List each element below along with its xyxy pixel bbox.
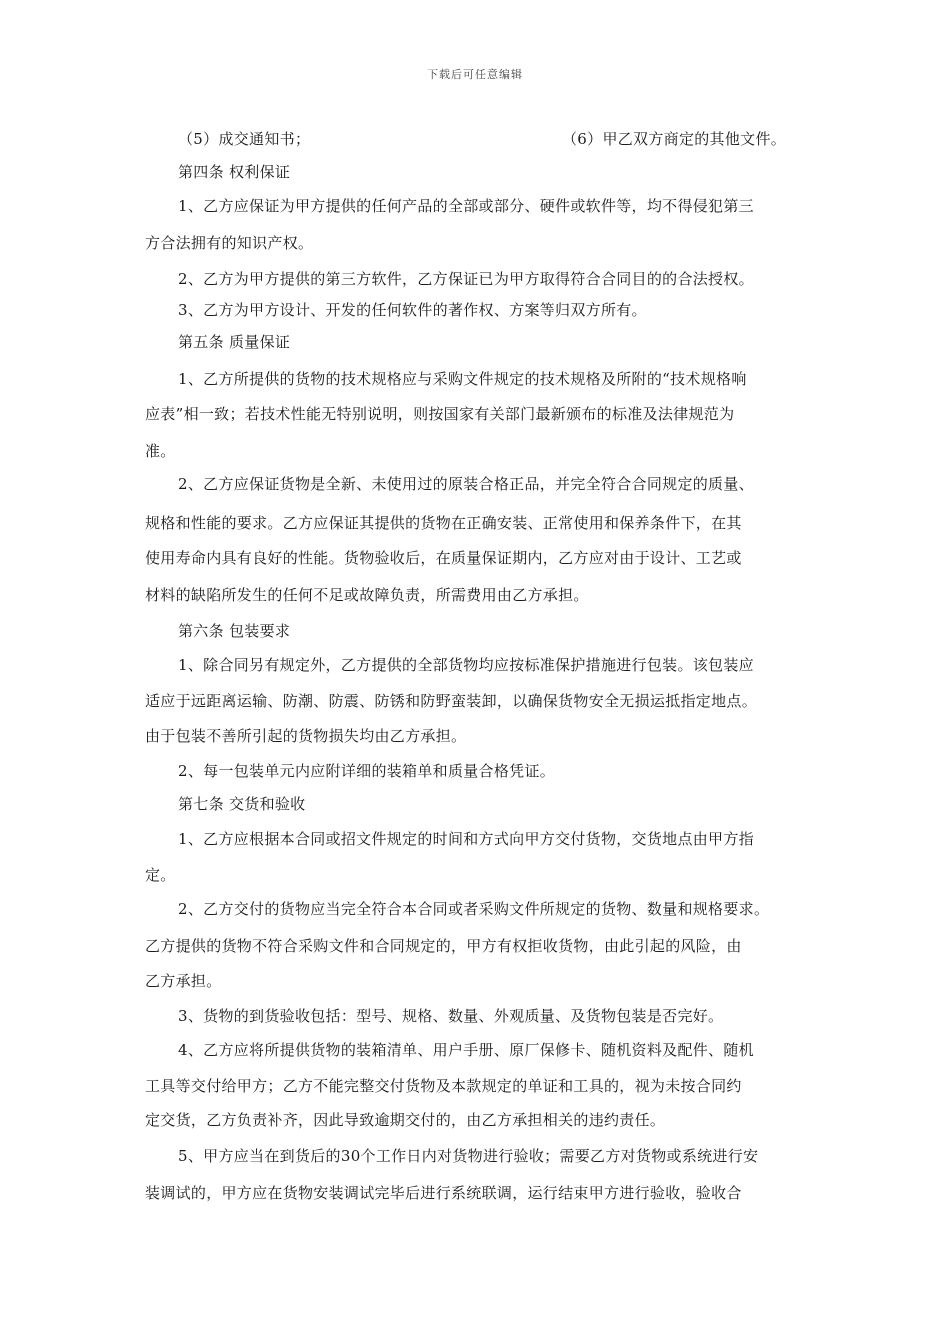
paragraph-line: 2、每一包装单元内应附详细的装箱单和质量合格凭证。 — [178, 762, 556, 780]
paragraph-line: 1、除合同另有规定外，乙方提供的全部货物均应按标准保护措施进行包装。该包装应 — [178, 656, 754, 674]
paragraph-line: 1、乙方应根据本合同或招文件规定的时间和方式向甲方交付货物，交货地点由甲方指 — [178, 830, 754, 848]
paragraph-line: 3、乙方为甲方设计、开发的任何软件的著作权、方案等归双方所有。 — [178, 301, 647, 319]
paragraph-line: 装调试的，甲方应在货物安装调试完毕后进行系统联调，运行结束甲方进行验收，验收合 — [145, 1184, 742, 1202]
paragraph-line: 5、甲方应当在到货后的30个工作日内对货物进行验收；需要乙方对货物或系统进行安 — [178, 1147, 759, 1165]
paragraph-line: 2、乙方交付的货物应当完全符合本合同或者采购文件所规定的货物、数量和规格要求。 — [178, 900, 770, 918]
section-heading: 第六条 包装要求 — [178, 622, 291, 640]
paragraph-line: 定。 — [145, 866, 176, 884]
page-header: 下载后可任意编辑 — [427, 68, 523, 81]
paragraph-line: 2、乙方为甲方提供的第三方软件，乙方保证已为甲方取得符合合同目的的合法授权。 — [178, 270, 754, 288]
paragraph-line: 定交货，乙方负责补齐，因此导致逾期交付的，由乙方承担相关的违约责任。 — [145, 1111, 666, 1129]
paragraph-line: 乙方提供的货物不符合采购文件和合同规定的，甲方有权拒收货物，由此引起的风险，由 — [145, 937, 742, 955]
paragraph-line: 材料的缺陷所发生的任何不足或故障负责，所需费用由乙方承担。 — [145, 586, 589, 604]
paragraph-line: 工具等交付给甲方；乙方不能完整交付货物及本款规定的单证和工具的，视为未按合同约 — [145, 1077, 742, 1095]
paragraph-line: 乙方承担。 — [145, 972, 222, 990]
paragraph-line: 准。 — [145, 442, 176, 460]
paragraph-line: 2、乙方应保证货物是全新、未使用过的原装合格正品，并完全符合合同规定的质量、 — [178, 475, 754, 493]
paragraph-line: 使用寿命内具有良好的性能。货物验收后，在质量保证期内，乙方应对由于设计、工艺或 — [145, 549, 742, 567]
paragraph-line: （5）成交通知书； — [178, 130, 311, 148]
paragraph-line: 规格和性能的要求。乙方应保证其提供的货物在正确安装、正常使用和保养条件下，在其 — [145, 514, 742, 532]
paragraph-line: 由于包装不善所引起的货物损失均由乙方承担。 — [145, 727, 467, 745]
paragraph-line: （6）甲乙双方商定的其他文件。 — [562, 130, 787, 148]
paragraph-line: 4、乙方应将所提供货物的装箱清单、用户手册、原厂保修卡、随机资料及配件、随机 — [178, 1041, 754, 1059]
paragraph-line: 适应于远距离运输、防潮、防震、防锈和防野蛮装卸，以确保货物安全无损运抵指定地点。 — [145, 692, 758, 710]
paragraph-line: 3、货物的到货验收包括：型号、规格、数量、外观质量、及货物包装是否完好。 — [178, 1007, 724, 1025]
paragraph-line: 方合法拥有的知识产权。 — [145, 234, 314, 252]
section-heading: 第五条 质量保证 — [178, 333, 291, 351]
section-heading: 第四条 权利保证 — [178, 163, 291, 181]
paragraph-line: 1、乙方应保证为甲方提供的任何产品的全部或部分、硬件或软件等，均不得侵犯第三 — [178, 197, 754, 215]
paragraph-line: 应表”相一致；若技术性能无特别说明，则按国家有关部门最新颁布的标准及法律规范为 — [145, 405, 735, 423]
section-heading: 第七条 交货和验收 — [178, 795, 306, 813]
paragraph-line: 1、乙方所提供的货物的技术规格应与采购文件规定的技术规格及所附的“技术规格响 — [178, 370, 747, 388]
